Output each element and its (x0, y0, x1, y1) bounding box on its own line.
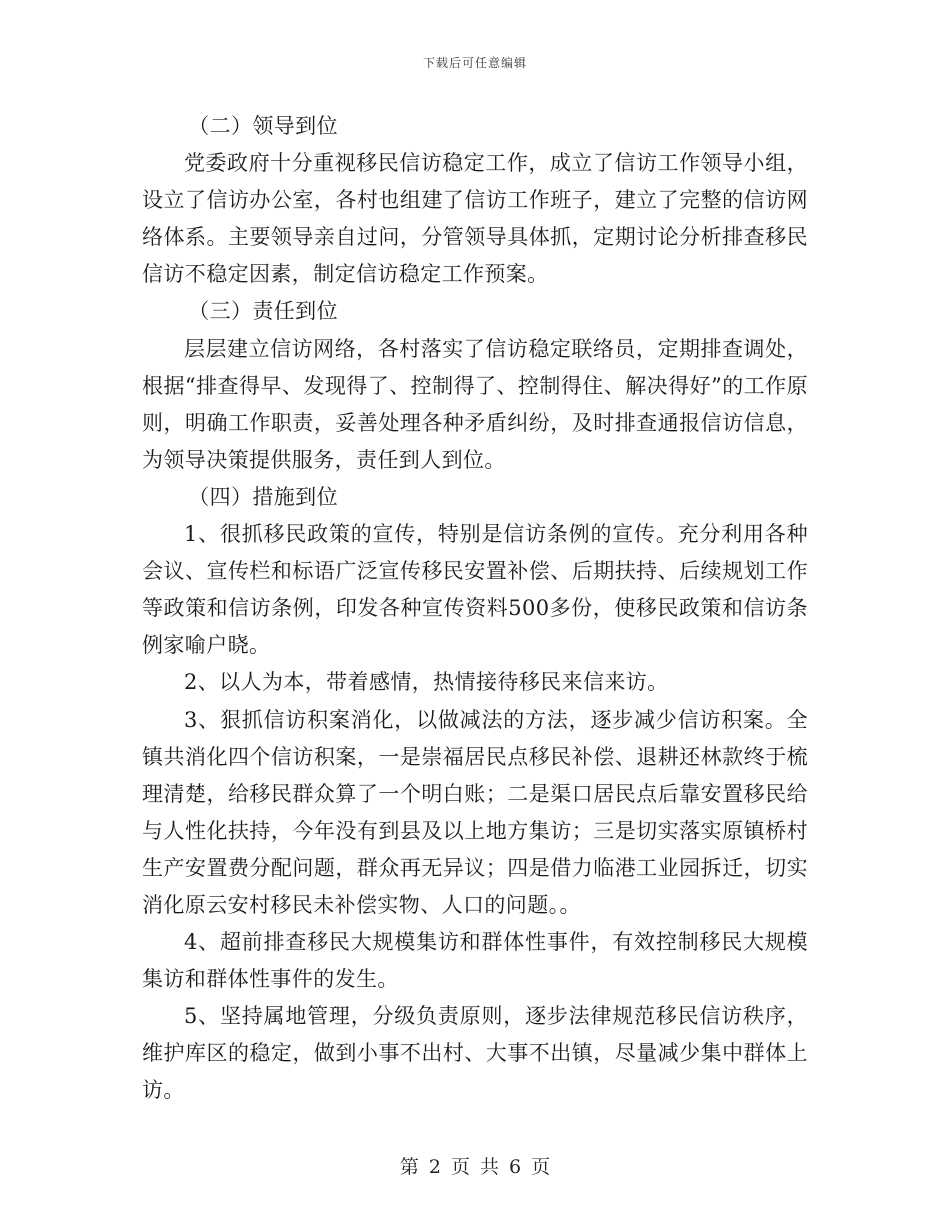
paragraph-responsibility: 层层建立信访网络，各村落实了信访稳定联络员，定期排查调处，根据“排查得早、发现得了、控制得了、控制得住、解决得好”的工作原则，明确工作职责，妥善处理各种矛盾纠纷，及时排查通报信访信息，为领导决策提供服务，责任到人到位。 (142, 336, 808, 472)
page-header-note: 下载后可任意编辑 (422, 56, 527, 70)
paragraph-measure-2: 2、以人为本，带着感情，热情接待移民来信来访。 (184, 670, 669, 695)
paragraph-measure-1: 1、很抓移民政策的宣传，特别是信访条例的宣传。充分利用各种会议、宣传栏和标语广泛宣传移民安置补偿、后期扶持、后续规划工作等政策和信访条例，印发各种宣传资料500多份，使移民政策和信访条例家喻户晓。 (142, 522, 808, 658)
section-heading-responsibility: （三）责任到位 (188, 299, 338, 324)
paragraph-leadership: 党委政府十分重视移民信访稳定工作，成立了信访工作领导小组，设立了信访办公室，各村也组建了信访工作班子，建立了完整的信访网络体系。主要领导亲自过问，分管领导具体抓，定期讨论分析排查移民信访不稳定因素，制定信访稳定工作预案。 (142, 151, 808, 287)
section-heading-leadership: （二）领导到位 (188, 114, 338, 138)
section-heading-measures: （四）措施到位 (188, 484, 338, 509)
paragraph-measure-4: 4、超前排查移民大规模集访和群体性事件，有效控制移民大规模集访和群体性事件的发生。 (142, 930, 808, 992)
paragraph-measure-3: 3、狠抓信访积案消化，以做减法的方法，逐步减少信访积案。全镇共消化四个信访积案，一是崇福居民点移民补偿、退耕还林款终于梳理清楚，给移民群众算了一个明白账；二是渠口居民点后靠安置移民给与人性化扶持，今年没有到县及以上地方集访；三是切实落实原镇桥村生产安置费分配问题，群众再无异议；四是借力临港工业园拆迁，切实消化原云安村移民未补偿实物、人口的问题。。 (142, 707, 808, 917)
page-number-footer: 第 2 页 共 6 页 (399, 1156, 551, 1178)
paragraph-measure-5: 5、坚持属地管理，分级负责原则，逐步法律规范移民信访秩序，维护库区的稳定，做到小事不出村、大事不出镇，尽量减少集中群体上访。 (142, 1004, 808, 1103)
document-body (142, 108, 808, 1110)
